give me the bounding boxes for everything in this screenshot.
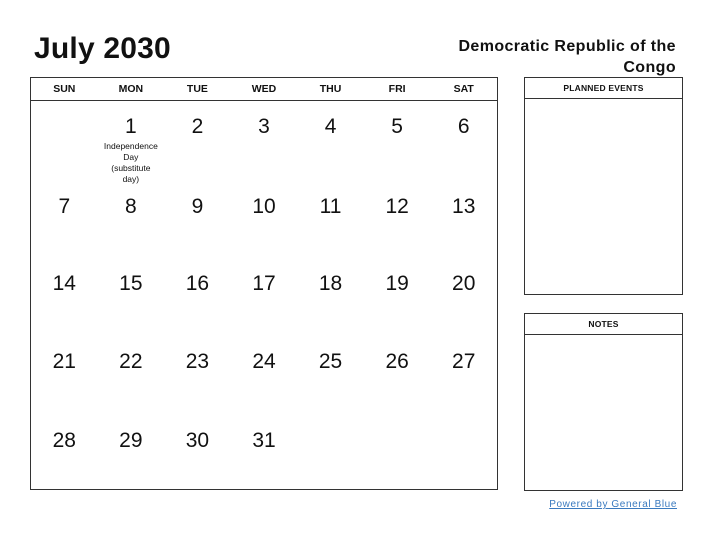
day-number: 11	[319, 195, 342, 218]
weekday-header-row	[31, 78, 497, 101]
notes-header: NOTES	[525, 314, 682, 335]
day-cell	[364, 101, 431, 181]
day-cell	[98, 258, 165, 336]
day-number: 28	[52, 429, 76, 452]
weekday-mon: MON	[118, 83, 144, 95]
day-cell	[98, 415, 165, 491]
day-cell	[430, 181, 497, 258]
day-number: 6	[457, 115, 470, 138]
calendar-title: July 2030	[34, 32, 171, 65]
day-number: 5	[391, 115, 403, 138]
planned-events-header: PLANNED EVENTS	[525, 78, 682, 99]
day-cell	[364, 258, 431, 336]
powered-by-link[interactable]: Powered by General Blue	[549, 499, 677, 510]
day-cell	[231, 258, 298, 336]
day-cell	[297, 415, 364, 491]
day-number: 26	[385, 350, 409, 373]
weekday-sun: SUN	[53, 83, 76, 95]
month-calendar	[30, 77, 498, 490]
notes-panel	[524, 313, 683, 491]
day-number: 25	[318, 350, 343, 373]
day-cell	[164, 181, 231, 258]
day-cell	[98, 336, 165, 415]
day-cell	[98, 181, 165, 258]
day-number: 2	[191, 115, 204, 138]
day-number: 19	[385, 272, 409, 295]
day-cell	[297, 336, 364, 415]
day-number: 8	[125, 195, 137, 218]
day-cell	[31, 415, 98, 491]
day-number: 27	[452, 350, 476, 373]
day-number: 9	[191, 195, 204, 218]
day-cell	[430, 101, 497, 181]
day-cell	[231, 101, 298, 181]
day-cell	[231, 181, 298, 258]
country-name: Democratic Republic of the Congo	[458, 38, 676, 76]
day-number: 1	[125, 115, 137, 138]
day-cell	[297, 181, 364, 258]
day-number: 22	[119, 350, 143, 373]
day-number: 13	[452, 195, 476, 218]
day-cell	[430, 258, 497, 336]
day-cell	[364, 181, 431, 258]
day-cell	[430, 415, 497, 491]
holiday-label: Independence Day (substitute day)	[103, 141, 158, 184]
planned-events-panel	[524, 77, 683, 295]
day-number: 31	[252, 429, 276, 452]
weekday-thu: THU	[319, 83, 342, 95]
day-cell	[164, 336, 231, 415]
day-cell	[430, 336, 497, 415]
day-number: 7	[58, 195, 71, 218]
day-cell	[164, 415, 231, 491]
weekday-sat: SAT	[453, 83, 474, 95]
day-cell	[231, 336, 298, 415]
day-number: 18	[318, 272, 343, 295]
day-number: 24	[252, 350, 276, 373]
day-number: 21	[52, 350, 76, 373]
day-grid	[31, 101, 497, 491]
day-number: 10	[252, 195, 276, 218]
day-cell	[164, 258, 231, 336]
day-number: 17	[252, 272, 276, 295]
day-cell	[364, 415, 431, 491]
weekday-fri: FRI	[388, 83, 406, 95]
day-number: 20	[452, 272, 476, 295]
day-number: 30	[185, 429, 210, 452]
day-cell	[364, 336, 431, 415]
day-number: 4	[324, 115, 337, 138]
day-cell	[164, 101, 231, 181]
weekday-tue: TUE	[186, 83, 208, 95]
day-cell	[31, 258, 98, 336]
day-cell	[297, 101, 364, 181]
day-cell	[31, 101, 98, 181]
day-cell	[297, 258, 364, 336]
day-number: 14	[52, 272, 76, 295]
day-number: 29	[119, 429, 143, 452]
day-number: 12	[385, 195, 409, 218]
day-cell	[31, 336, 98, 415]
day-number: 3	[258, 115, 270, 138]
day-number: 16	[185, 272, 210, 295]
day-cell	[98, 101, 165, 184]
day-number: 23	[185, 350, 210, 373]
weekday-wed: WED	[251, 83, 277, 95]
day-cell	[31, 181, 98, 258]
day-cell	[231, 415, 298, 491]
day-number: 15	[119, 272, 143, 295]
